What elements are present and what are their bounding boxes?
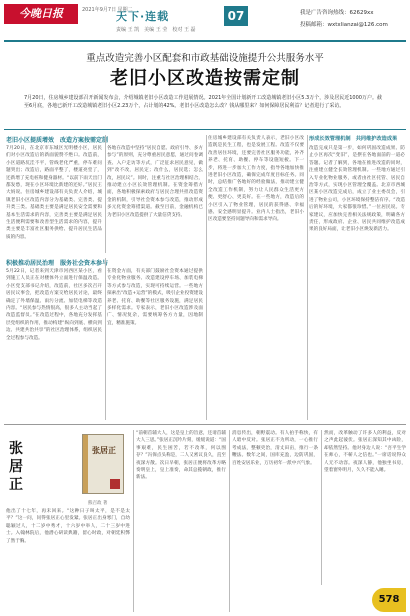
page-badge: 578 [372, 588, 406, 612]
seal-stamp-icon [110, 479, 120, 489]
column-divider [229, 430, 230, 612]
contact-email: 投稿邮箱：wxtxlianzai@126.com [300, 22, 388, 28]
ad-hotline: 我是广告咨询热线：62629xx [300, 10, 374, 16]
masthead [0, 0, 410, 44]
serial-col-a: 他出了十七年，再未回来。“这种日子叫太平，是不是太平？”这一问，问得张居正心里发紧。张居正出身寒门，自幼聪颖过人，十二岁中秀才，十六岁中举人，二十三岁中进士。入翰林院后，他潜心研读典籍，留心时政，对朝廷积弊了然于胸。 [6, 509, 130, 544]
section-divider [4, 424, 406, 425]
headline-kicker: 重点改造完善小区配套和市政基础设施提升公共服务水平 [86, 53, 324, 64]
page-number: 07 [224, 6, 248, 26]
left-bottom-subheading: 积极推动居民治理 服务社会资本参与 [6, 260, 109, 267]
newspaper-logo: 今晚日报 [4, 4, 78, 24]
right-subheading: 形成长效管理机制 共同维护改造成果 [309, 136, 398, 142]
column-divider [307, 135, 308, 420]
article-col1-top: 7月20日，在北京市东城区光明楼小区，居民们对小区改造后的新面貌赞不绝口。改造前，小区道路坑洼不平，管线老化严重，停车难问题突出；改造后，路面平整了，楼道亮堂了，还新增了充电桩和健身器材。“以前下雨天出门都发愁，现在小区环境比新建的还好。”居民王大妈说。住房城乡建设部有关负责人介绍，城镇老旧小区改造内容分为基础类、完善类、提升类三类。基础类主要是满足居民安全需要和基本生活需求的内容，完善类主要是满足居民生活便利需要和改善型生活需求的内容，提升类主要是丰富社区服务供给、提升居民生活品质的内容。 [6, 146, 102, 240]
headline-title: 老旧小区改造按需定制 [110, 68, 300, 89]
serial-col-c: 消息传出，朝野震动。有人拍手称快，有人暗中反对。张居正不为所动，一心推行考成法，整顿吏治，清丈田亩，推行一条鞭法。数年之间，国库充盈，边防巩固，百姓安居乐业，万历初年一派中兴气象。 [232, 431, 318, 466]
headline-lead: 7月20日，住房城乡建设部召开新闻发布会，介绍城镇老旧小区改造工作进展情况。2021年全国计划新开工改造城镇老旧小区5.3万个，涉及居民近1000万户。截至6月底，各地已新开工改造城镇老旧小区2.23万个，占计划的42%。老旧小区改造怎么改？钱从哪里来？如何保障居民利益？记者进行了采访。 [24, 95, 382, 109]
issue-date: 2021年9月7日 星期二 [82, 7, 133, 13]
book-cover-image [82, 434, 124, 494]
article-col2-top: 各地在改造中坚持“居民自愿、政府引导、多方参与”的原则，充分尊重居民意愿，通过问卷调查、入户走访等方式，广泛征求居民意见，做到“改不改，居民定；改什么，居民选；怎么改，居民议”。同时，注重与社区治理相结合，推动建立小区长效管理机制。在资金筹措方面，各地积极探索政府与居民合理共担改造资金的机制，引导社会资本参与改造，推动形成多元化资金筹措渠道。截至目前，金融机构已为老旧小区改造提供了大量信贷支持。 [107, 146, 203, 218]
editor-credits: 责编 王 凯 美编 王 莹 校对 王 磊 [116, 27, 196, 33]
column-divider [133, 430, 134, 612]
serial-col-d: 然而，改革触动了许多人的利益，反对之声此起彼伏。张居正深知其中凶险，却依然坚持。他对身边人说：“吾平生学在师心，不蕲人之信也。”一席话说得众人无不动容。夜深人静，他独坐书房，望着窗外明月，久久不能入睡。 [324, 431, 406, 474]
serial-author-vertical: 张居正 [9, 441, 23, 493]
column-divider [321, 430, 322, 585]
article-col4: 改造完成只是第一步，如何巩固改造成果、防止小区再次“变旧”，是摆在各地面前的一道必答题。记者了解到，各地在推进改造的同时，注重建立健全长效管理机制。一些地方通过引入专业化物业服务，或者由社区托管、居民自治等方式，实现小区管理全覆盖。北京市西城区某小区改造完成后，成立了业主委员会，引进了物业公司，小区环境保持整洁有序。“改造后的好环境，大家都很珍惜。”一位居民说。专家建议，应加快完善相关法规政策，明确各方责任，形成政府、企业、居民共同维护改造成果的良好局面，让老旧小区焕发新活力。 [309, 146, 405, 233]
book-spine [83, 435, 88, 493]
book-cover-title: 张居正 [92, 445, 116, 455]
section-title: 天下·连载 [116, 10, 170, 23]
article-col1-bottom: 5月22日，记者来到天津市河西区某小区，看到施工人员正在对楼体外立面进行保温改造。小区党支部书记介绍，改造前，社区多次召开居民议事会，把改造方案交给居民讨论，最终确定了外墙保温、雨污分流、加装电梯等改造内容。“居民参与热情很高，很多人主动当起了改造监督员。”在改造过程中，各地充分发挥基层党组织的作用，推动构建“纵向到底、横向到边、共建共治共享”的社区治理体系，组织居民全过程参与改造。 [6, 269, 102, 341]
column-divider [105, 258, 106, 420]
book-caption: 熊召政 著 [88, 501, 108, 506]
column-divider [206, 135, 207, 420]
article-col3: 住房城乡建设部有关负责人表示，老旧小区改造既是民生工程，也是发展工程。改造不仅要改善居住环境，还要完善社区服务功能，补齐养老、托育、助餐、停车等设施短板。下一步，将进一步加大工作力度，指导各地加快推进老旧小区改造，确保完成年度目标任务。同时，总结推广各地好的经验做法，推动建立健全改造工作机制，努力让人民群众生活更方便、更舒心、更美好。在一些地方，改造后的小区引入了物业管理，居民的获得感、幸福感、安全感明显提升。业内人士指出，老旧小区改造要坚持问题导向和需求导向。 [208, 136, 304, 223]
serial-col-b: “前朝首辅大人，这是皇上的旨意，还请首辅大人三思。”张居正沉吟片刻，缓缓说道：“国事艰难，民生困苦，若不改革，何以图存？”冯保点头称是，二人又密议良久，直至夜深方散。次日早朝，张居正便将改革方略奏明皇上，皇上准奏，命其总揽朝政，推行新法。 [136, 431, 226, 481]
article-col2-bottom: 在资金方面，有关部门鼓励社会资本通过提供专业化物业服务、改造建设停车场、加装电梯等方式参与改造，实现可持续运营。一些地方探索出“改造+运营”的模式，吸引企业投资建设养老、托育、助餐等社区服务设施，满足居民多样化需求。专家表示，老旧小区改造涉及面广、情况复杂，需要统筹各方力量，因地制宜，精准施策。 [107, 269, 203, 326]
headline-divider [4, 129, 406, 130]
header-divider [4, 40, 406, 42]
left-top-subheading: 老旧小区提质增效 改造方案按需定制 [6, 137, 109, 144]
column-divider [105, 135, 106, 253]
